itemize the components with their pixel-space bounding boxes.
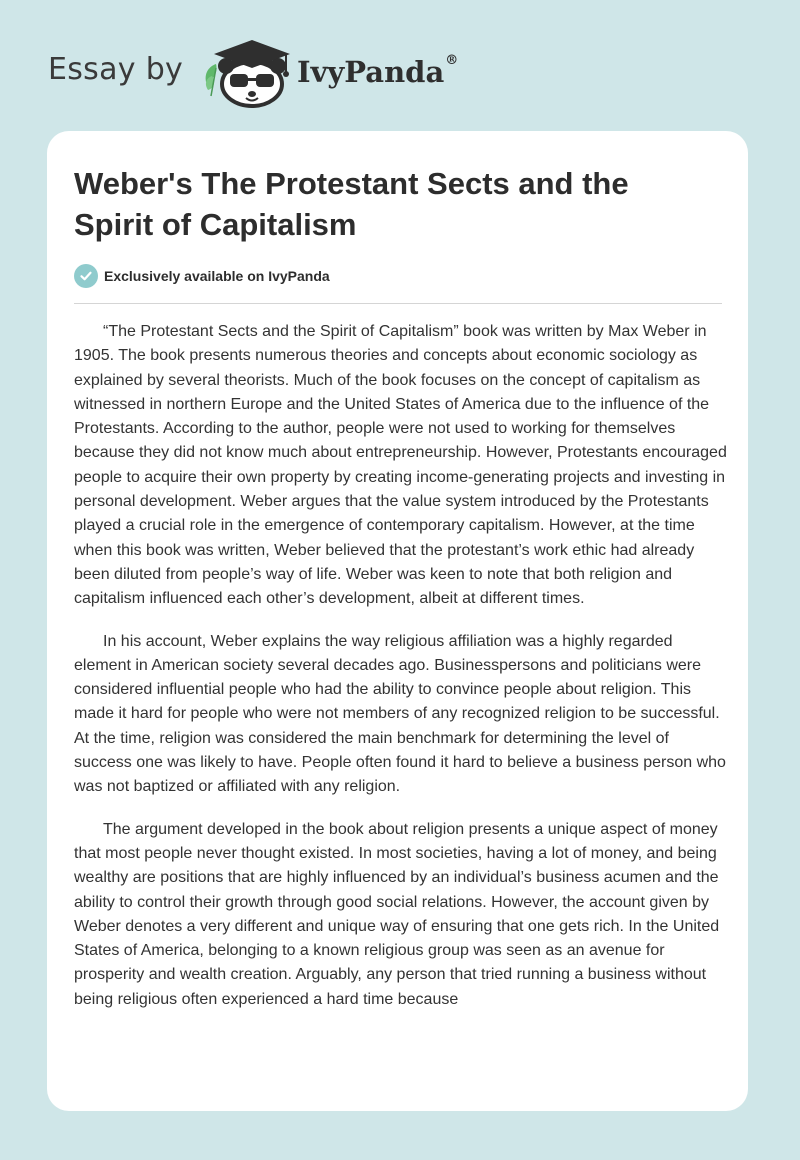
essay-body: [74, 320, 729, 1030]
exclusive-badge: [74, 263, 330, 289]
brand-text: IvyPanda: [297, 55, 445, 89]
check-circle-icon: [74, 264, 98, 288]
essay-card: [47, 131, 748, 1111]
essay-title: Weber's The Protestant Sects and the Spirit of Capitalism: [74, 166, 629, 242]
title-divider: [74, 303, 722, 304]
panda-graduate-icon[interactable]: [202, 38, 297, 108]
paragraph-3: The argument developed in the book about religion presents a unique aspect of money that most people never thought existed. In most societies, having a lot of money, and being wealthy are positions that are highly influenced by an individual’s business acumen and the ability to control their growth through good social relations. However, the account given by Weber denotes a very different and unique way of ensuring that one gets rich. In the United States of America, belonging to a known religious group was seen as an avenue for prosperity and wealth creation. Arguably, any person that tried running a business without being religious often experienced a hard time because: [74, 820, 720, 1008]
registered-mark: ®: [445, 53, 459, 68]
paragraph-2: In his account, Weber explains the way religious affiliation was a highly regarded element in American society several decades ago. Businesspersons and politicians were considered influential people who had the ability to convince people about religion. This made it hard for people who were not members of any recognized religion to be successful. At the time, religion was considered the main benchmark for determining the level of success one was likely to have. People often found it hard to believe a business person who was not baptized or affiliated with any religion.: [74, 632, 726, 796]
brand-name[interactable]: [297, 55, 458, 89]
essay-by-label: Essay by: [48, 52, 184, 87]
exclusive-label: Exclusively available on IvyPanda: [104, 268, 330, 284]
paragraph-1: “The Protestant Sects and the Spirit of Capitalism” book was written by Max Weber in 1905. The book presents numerous theories and concepts about economic sociology as explained by several theorists. Much of the book focuses on the concept of capitalism as witnessed in northern Europe and the United States of America due to the influence of the Protestants. According to the author, people were not used to working for themselves because they did not know much about entrepreneurship. However, Protestants encouraged people to acquire their own property by creating income-generating projects and investing in personal development. Weber argues that the value system introduced by the Protestants played a crucial role in the emergence of contemporary capitalism. However, at the time when this book was written, Weber believed that the protestant’s work ethic had already been diluted from people’s way of life. Weber was keen to note that both religion and capitalism influenced each other’s development, albeit at different times.: [74, 323, 727, 608]
site-header: [0, 0, 800, 120]
